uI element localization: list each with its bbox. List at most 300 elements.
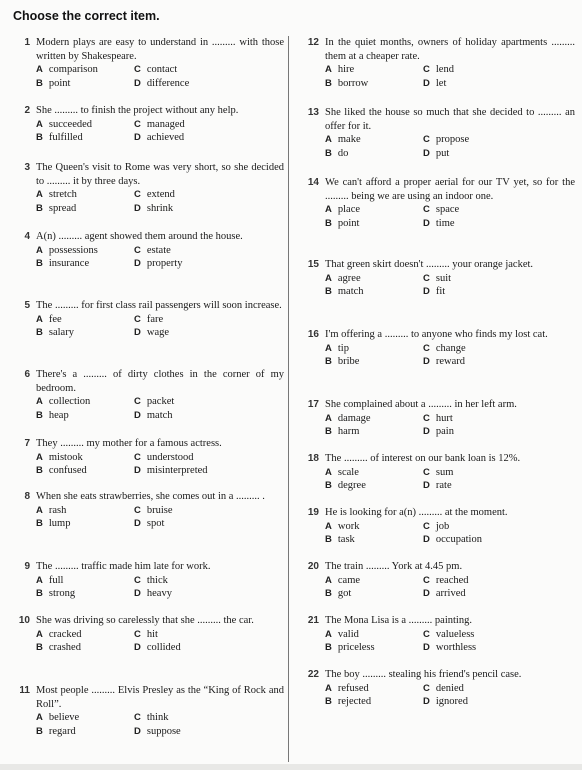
option[interactable] <box>134 451 254 465</box>
question-number: 1 <box>24 37 30 48</box>
option[interactable] <box>325 695 423 709</box>
option-list <box>36 711 284 738</box>
option-letter: B <box>325 426 332 437</box>
option-text: suit <box>435 272 452 284</box>
option[interactable] <box>36 725 134 739</box>
option[interactable] <box>423 587 543 601</box>
question-item <box>297 398 575 439</box>
question-number: 14 <box>307 177 319 188</box>
question-text: Most people ......... Elvis Presley as the “King of Rock and Roll”. <box>36 685 284 710</box>
option-text: fulfilled <box>48 132 83 143</box>
question-number: 19 <box>307 507 319 518</box>
option-text: rash <box>48 504 67 516</box>
option-letter: B <box>325 642 332 653</box>
question-number: 3 <box>24 162 30 173</box>
page-bottom-edge <box>0 764 582 770</box>
option-text: confused <box>48 465 87 476</box>
question-item <box>8 684 284 738</box>
option[interactable] <box>36 313 134 327</box>
option-text: collection <box>48 396 91 407</box>
option[interactable] <box>325 77 423 91</box>
option-text: work <box>337 520 360 532</box>
option-text: time <box>435 217 455 229</box>
option-list <box>36 244 284 271</box>
option-letter: D <box>134 409 141 421</box>
option[interactable] <box>134 574 254 588</box>
option-letter: B <box>36 518 43 529</box>
question-number: 22 <box>307 669 319 680</box>
option-text: arrived <box>435 588 466 599</box>
option-letter: C <box>423 134 430 145</box>
option-letter: B <box>36 465 43 476</box>
option-letter: D <box>423 77 430 89</box>
option-letter: D <box>134 518 141 529</box>
option[interactable] <box>325 285 423 299</box>
option[interactable] <box>423 695 543 709</box>
question-item <box>297 668 575 709</box>
question-number: 20 <box>307 561 319 572</box>
option[interactable] <box>36 118 134 132</box>
option-letter: D <box>134 725 141 737</box>
option-text: misinterpreted <box>146 465 208 476</box>
option[interactable] <box>325 574 423 588</box>
option-text: lump <box>48 518 71 529</box>
option[interactable] <box>134 257 254 271</box>
option-text: lend <box>435 64 454 75</box>
option-list <box>325 628 575 655</box>
option[interactable] <box>325 587 423 601</box>
option-text: managed <box>146 118 185 130</box>
option-letter: C <box>134 313 141 325</box>
option-list <box>36 118 284 145</box>
option[interactable] <box>325 133 423 147</box>
option[interactable] <box>325 466 423 480</box>
option[interactable] <box>134 409 254 423</box>
option[interactable] <box>134 587 254 601</box>
option-letter: C <box>134 64 141 75</box>
option[interactable] <box>134 641 254 655</box>
option-letter: A <box>36 574 43 586</box>
option[interactable] <box>36 244 134 258</box>
option[interactable] <box>36 504 134 518</box>
option-text: priceless <box>337 642 375 653</box>
option[interactable] <box>36 587 134 601</box>
option[interactable] <box>423 285 543 299</box>
option[interactable] <box>423 342 543 356</box>
option-text: achieved <box>146 132 185 143</box>
option-letter: B <box>325 588 332 599</box>
option-text: wage <box>146 327 170 338</box>
option-letter: B <box>325 480 332 491</box>
option-letter: D <box>423 642 430 653</box>
option-letter: C <box>423 204 430 215</box>
option-letter: D <box>423 534 430 545</box>
question-text: He is looking for a(n) ......... at the moment. <box>325 507 508 518</box>
option-letter: C <box>134 628 141 640</box>
option-list <box>36 313 284 340</box>
question-item <box>8 161 284 215</box>
option-text: crashed <box>48 642 81 653</box>
option[interactable] <box>36 641 134 655</box>
option[interactable] <box>36 451 134 465</box>
option-list <box>325 520 575 547</box>
option-letter: B <box>36 202 43 214</box>
option-letter: C <box>134 118 141 130</box>
question-text: She ......... to finish the project without any help. <box>36 105 239 116</box>
option-text: extend <box>146 189 175 200</box>
option-text: bruise <box>146 504 173 516</box>
option-letter: C <box>134 712 141 723</box>
option-list <box>36 451 284 478</box>
question-text: The ......... of interest on our bank loan is 12%. <box>325 453 521 464</box>
question-text: We can't afford a proper aerial for our TV yet, so for the ......... being we are using an indoor one. <box>325 177 575 202</box>
option-text: fit <box>435 286 446 297</box>
option-letter: A <box>36 313 43 325</box>
option-text: do <box>337 147 349 159</box>
option-letter: A <box>36 628 43 640</box>
option[interactable] <box>423 574 543 588</box>
question-item <box>8 230 284 271</box>
option[interactable] <box>423 520 543 534</box>
question-item <box>297 328 575 369</box>
option-letter: B <box>325 147 332 159</box>
option-letter: A <box>325 342 332 354</box>
option-list <box>36 628 284 655</box>
option-letter: D <box>423 217 430 229</box>
option[interactable] <box>134 63 254 77</box>
question-item <box>8 299 284 340</box>
option-letter: A <box>325 64 332 75</box>
option-letter: A <box>325 574 332 586</box>
option[interactable] <box>325 628 423 642</box>
option[interactable] <box>134 202 254 216</box>
option-letter: A <box>325 466 332 478</box>
question-item <box>297 506 575 547</box>
option-list <box>325 574 575 601</box>
option-letter: C <box>423 628 430 640</box>
option-text: put <box>435 147 450 159</box>
option-text: mistook <box>48 451 83 463</box>
option[interactable] <box>36 574 134 588</box>
option-letter: A <box>36 64 43 75</box>
option-letter: A <box>36 504 43 516</box>
option-list <box>325 63 575 90</box>
option[interactable] <box>325 342 423 356</box>
option-letter: C <box>423 412 430 424</box>
option-text: occupation <box>435 534 482 545</box>
option[interactable] <box>36 326 134 340</box>
question-number: 16 <box>307 329 319 340</box>
option-text: degree <box>337 480 366 491</box>
option[interactable] <box>36 188 134 202</box>
option-letter: B <box>36 77 43 89</box>
question-text: The ......... for first class rail passengers will soon increase. <box>36 300 282 311</box>
question-number: 7 <box>24 438 30 449</box>
option-text: fee <box>48 313 62 325</box>
option-letter: A <box>36 244 43 256</box>
option[interactable] <box>134 725 254 739</box>
option-text: believe <box>48 712 80 723</box>
option-letter: C <box>423 466 430 478</box>
option[interactable] <box>325 533 423 547</box>
option[interactable] <box>423 412 543 426</box>
question-number: 6 <box>24 369 30 380</box>
option[interactable] <box>36 395 134 409</box>
option[interactable] <box>423 147 543 161</box>
option[interactable] <box>423 682 543 696</box>
option-letter: A <box>36 451 43 463</box>
option[interactable] <box>423 217 543 231</box>
option-text: agree <box>337 272 361 284</box>
option-letter: A <box>325 204 332 215</box>
option-letter: C <box>423 342 430 354</box>
option-text: worthless <box>435 642 477 653</box>
option-text: estate <box>146 244 171 256</box>
option-text: fare <box>146 313 164 325</box>
option[interactable] <box>423 425 543 439</box>
option-text: thick <box>146 574 168 586</box>
question-number: 12 <box>307 37 319 48</box>
question-number: 8 <box>24 491 30 502</box>
question-text: She was driving so carelessly that she ......... the car. <box>36 615 254 626</box>
option[interactable] <box>423 77 543 91</box>
option-list <box>325 466 575 493</box>
option-text: stretch <box>48 189 77 200</box>
option[interactable] <box>134 188 254 202</box>
question-number: 15 <box>307 259 319 270</box>
option-text: point <box>337 217 360 229</box>
option-letter: C <box>423 682 430 694</box>
option-list <box>325 272 575 299</box>
option[interactable] <box>134 244 254 258</box>
question-item <box>8 490 284 531</box>
option-text: let <box>435 77 447 89</box>
option-text: point <box>48 77 71 89</box>
question-item <box>297 258 575 299</box>
option[interactable] <box>423 355 543 369</box>
option[interactable] <box>36 711 134 725</box>
question-item <box>297 176 575 230</box>
option-text: valid <box>337 628 359 640</box>
option[interactable] <box>325 425 423 439</box>
option[interactable] <box>134 464 254 478</box>
option-letter: B <box>325 356 332 367</box>
option[interactable] <box>134 711 254 725</box>
option-letter: D <box>134 327 141 338</box>
question-item <box>8 36 284 90</box>
option-text: space <box>435 204 460 215</box>
option-text: reached <box>435 574 469 586</box>
option[interactable] <box>423 272 543 286</box>
question-number: 11 <box>19 685 30 696</box>
option[interactable] <box>423 63 543 77</box>
option-letter: B <box>325 286 332 297</box>
option[interactable] <box>325 355 423 369</box>
option-text: succeeded <box>48 118 93 130</box>
option[interactable] <box>36 409 134 423</box>
option-text: pain <box>435 426 454 437</box>
option-text: valueless <box>435 628 475 640</box>
option-text: salary <box>48 327 74 338</box>
question-text: That green skirt doesn't ......... your orange jacket. <box>325 259 534 270</box>
option-text: denied <box>435 682 464 694</box>
option-letter: C <box>134 244 141 256</box>
option-text: spot <box>146 518 165 529</box>
question-item <box>8 104 284 145</box>
question-number: 18 <box>307 453 319 464</box>
option[interactable] <box>134 313 254 327</box>
column-divider <box>288 36 289 762</box>
option-text: tip <box>337 342 349 354</box>
option-text: hurt <box>435 412 453 424</box>
option[interactable] <box>134 326 254 340</box>
option-letter: A <box>325 412 332 424</box>
option-text: contact <box>146 64 178 75</box>
option[interactable] <box>36 464 134 478</box>
option[interactable] <box>423 203 543 217</box>
option[interactable] <box>36 77 134 91</box>
option-text: comparison <box>48 64 98 75</box>
option-text: heavy <box>146 588 172 599</box>
option-letter: C <box>423 574 430 586</box>
question-number: 9 <box>24 561 30 572</box>
option-list <box>325 412 575 439</box>
option-list <box>36 188 284 215</box>
option[interactable] <box>134 77 254 91</box>
option[interactable] <box>134 504 254 518</box>
option[interactable] <box>134 395 254 409</box>
option-letter: B <box>325 696 332 707</box>
option-letter: A <box>325 272 332 284</box>
question-item <box>8 560 284 601</box>
option-letter: B <box>36 258 43 269</box>
option[interactable] <box>36 63 134 77</box>
option-letter: B <box>36 642 43 653</box>
option-text: suppose <box>146 725 181 737</box>
option[interactable] <box>325 412 423 426</box>
option[interactable] <box>423 641 543 655</box>
option-text: came <box>337 574 361 586</box>
option[interactable] <box>325 641 423 655</box>
option[interactable] <box>134 628 254 642</box>
option[interactable] <box>36 202 134 216</box>
question-item <box>8 614 284 655</box>
option-list <box>325 342 575 369</box>
option-letter: A <box>325 520 332 532</box>
option-text: spread <box>48 202 77 214</box>
option-letter: B <box>36 588 43 599</box>
option-letter: D <box>134 77 141 89</box>
option-letter: C <box>423 520 430 532</box>
question-text: They ......... my mother for a famous actress. <box>36 438 222 449</box>
option-letter: D <box>134 132 141 143</box>
option-letter: A <box>325 682 332 694</box>
option-text: task <box>337 534 355 545</box>
option[interactable] <box>36 517 134 531</box>
question-number: 4 <box>24 231 30 242</box>
option-letter: C <box>423 64 430 75</box>
option[interactable] <box>134 517 254 531</box>
option-letter: D <box>423 588 430 599</box>
option-text: sum <box>435 466 454 478</box>
option[interactable] <box>325 682 423 696</box>
option-letter: D <box>423 356 430 367</box>
option-text: strong <box>48 588 76 599</box>
option-letter: D <box>134 588 141 599</box>
option-letter: B <box>36 132 43 143</box>
option-list <box>36 504 284 531</box>
question-item <box>297 560 575 601</box>
option[interactable] <box>36 257 134 271</box>
question-text: The Mona Lisa is a ......... painting. <box>325 615 472 626</box>
option[interactable] <box>36 131 134 145</box>
option-text: reward <box>435 356 466 367</box>
option[interactable] <box>325 147 423 161</box>
question-number: 10 <box>18 615 30 626</box>
option-text: make <box>337 134 361 145</box>
option-text: harm <box>337 426 360 437</box>
option[interactable] <box>423 479 543 493</box>
option[interactable] <box>325 479 423 493</box>
question-item <box>297 452 575 493</box>
option[interactable] <box>36 628 134 642</box>
question-number: 17 <box>307 399 319 410</box>
option-letter: C <box>134 504 141 516</box>
question-item <box>8 437 284 478</box>
option-letter: D <box>423 426 430 437</box>
option-text: difference <box>146 77 190 89</box>
option-text: ignored <box>435 696 468 707</box>
option[interactable] <box>325 520 423 534</box>
option[interactable] <box>325 203 423 217</box>
option-text: full <box>48 574 64 586</box>
option[interactable] <box>325 217 423 231</box>
option-text: match <box>337 286 364 297</box>
option-letter: D <box>134 202 141 214</box>
option-text: cracked <box>48 628 82 640</box>
question-number: 5 <box>24 300 30 311</box>
option[interactable] <box>423 533 543 547</box>
option[interactable] <box>325 63 423 77</box>
option-text: think <box>146 712 169 723</box>
option-letter: C <box>134 574 141 586</box>
option[interactable] <box>325 272 423 286</box>
option-letter: D <box>423 480 430 491</box>
question-text: In the quiet months, owners of holiday apartments ......... them at a cheaper rate. <box>325 37 575 62</box>
page-title: Choose the correct item. <box>13 9 160 23</box>
option-text: regard <box>48 725 76 737</box>
question-number: 13 <box>307 107 319 118</box>
question-text: Modern plays are easy to understand in ......... with those written by Shakespeare. <box>36 37 284 62</box>
option-letter: D <box>134 258 141 269</box>
option-list <box>325 682 575 709</box>
option-text: rate <box>435 480 452 491</box>
option-letter: D <box>134 465 141 476</box>
option[interactable] <box>134 131 254 145</box>
option-text: bribe <box>337 356 360 367</box>
question-text: I'm offering a ......... to anyone who finds my lost cat. <box>325 329 548 340</box>
option-text: refused <box>337 682 369 694</box>
option[interactable] <box>134 118 254 132</box>
option-letter: C <box>134 189 141 200</box>
option[interactable] <box>423 628 543 642</box>
option[interactable] <box>423 133 543 147</box>
option-text: borrow <box>337 77 369 89</box>
option[interactable] <box>423 466 543 480</box>
option-text: hit <box>146 628 158 640</box>
option-letter: A <box>36 189 43 200</box>
option-letter: C <box>134 451 141 463</box>
